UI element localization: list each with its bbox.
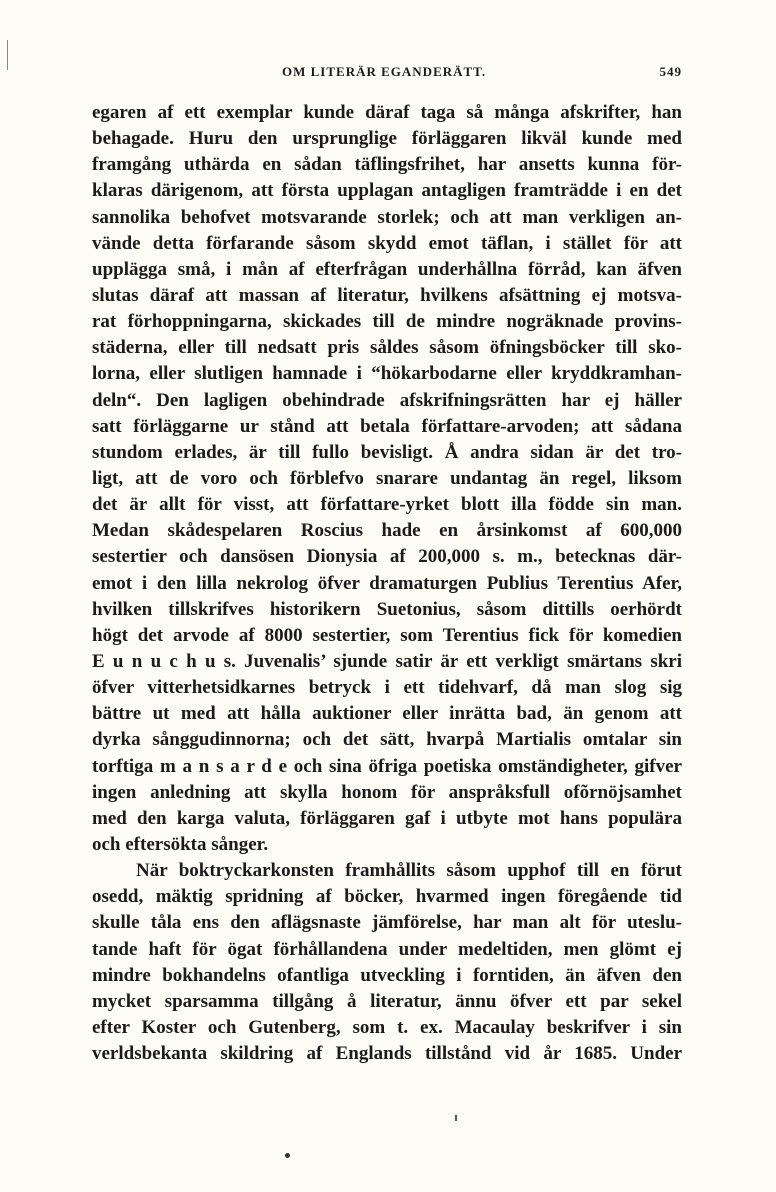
text-line: verldsbekanta skildring af Englands tillstånd vid år 1685. Under: [92, 1043, 682, 1065]
text-line: satt förläggarne ur stånd att betala författare-arvoden; att sådana: [92, 415, 682, 437]
ink-dot: [285, 1153, 290, 1158]
text-line: och eftersökta sånger.: [92, 833, 269, 855]
text-line: lorna, eller slutligen hamnade i “hökarbodarne eller kryddkramhan-: [92, 363, 682, 385]
text-line: klaras därigenom, att första upplagan antagligen framträdde i en det: [92, 180, 682, 202]
text-line: ligt, att de voro och förblefvo snarare undantag än regel, liksom: [92, 467, 682, 489]
text-line: sannolika behofvet motsvarande storlek; och att man verkligen an-: [92, 206, 682, 228]
text-line: När boktryckarkonsten framhållits såsom upphof till en förut: [136, 860, 682, 882]
text-line: högt det arvode af 8000 sestertier, som Terentius fick för komedien: [92, 624, 682, 646]
text-line: dyrka sånggudinnorna; och det sätt, hvarpå Martialis omtalar sin: [92, 729, 682, 751]
text-line: framgång uthärda en sådan täflingsfrihet, har ansetts kunna för-: [92, 154, 682, 176]
text-line: deln“. Den lagligen obehindrade afskrifningsrätten har ej häller: [92, 389, 682, 411]
text-line: tande haft för ögat förhållandena under medeltiden, men glömt ej: [92, 938, 682, 960]
text-line: skulle tåla ens den aflägsnaste jämförelse, har man alt för uteslu-: [92, 912, 682, 934]
text-line: emot i den lilla nekrolog öfver dramaturgen Publius Terentius Afer,: [92, 572, 682, 594]
text-line: slutas däraf att massan af literatur, hvilkens afsättning ej motsva-: [92, 284, 682, 306]
text-line: osedd, mäktig spridning af böcker, hvarmed ingen föregående tid: [92, 886, 682, 908]
running-title: OM LITERÄR EGANDERÄTT.: [282, 64, 487, 79]
running-header: [92, 64, 682, 86]
text-line: hvilken tillskrifves historikern Suetonius, såsom dittills oerhördt: [92, 598, 682, 620]
text-line: efter Koster och Gutenberg, som t. ex. Macaulay beskrifver i sin: [92, 1016, 682, 1038]
text-line: det är allt för visst, att författare-yrket blott illa födde sin man.: [92, 494, 682, 516]
text-line: bättre ut med att hålla auktioner eller inrätta bad, än genom att: [92, 703, 682, 725]
text-line: behagade. Huru den ursprunglige förläggaren likväl kunde med: [92, 128, 682, 150]
text-line: E u n u c h u s. Juvenalis’ sjunde satir är ett verkligt smärtans skri: [92, 650, 682, 672]
text-line: vände detta förfarande såsom skydd emot täflan, i stället för att: [92, 232, 682, 254]
text-line: egaren af ett exemplar kunde däraf taga så många afskrifter, han: [92, 102, 682, 123]
text-line: upplägga små, i mån af efterfrågan underhållna förråd, kan äfven: [92, 258, 682, 280]
text-line: med den karga valuta, förläggaren gaf i utbyte mot hans populära: [92, 807, 682, 829]
margin-mark: [7, 40, 8, 70]
page-number: 549: [659, 64, 682, 79]
text-line: rat förhoppningarna, skickades till de mindre nogräknade provins-: [92, 311, 682, 333]
text-line: mycket sparsamma tillgång å literatur, ännu öfver ett par sekel: [92, 990, 682, 1012]
text-line: stundom erlades, är till fullo bevisligt. Å andra sidan är det tro-: [92, 441, 682, 463]
text-line: sestertier och dansösen Dionysia af 200,000 s. m., betecknas där-: [92, 546, 682, 568]
ink-speck: [455, 1115, 457, 1121]
text-line: städerna, eller till nedsatt pris såldes såsom öfningsböcker till sko-: [92, 337, 682, 359]
text-line: öfver vitterhetsidkarnes betryck i ett tidehvarf, då man slog sig: [92, 677, 682, 699]
text-line: ingen anledning att skylla honom för anspråksfull ofõrnöjsamhet: [92, 781, 682, 803]
text-line: torftiga m a n s a r d e och sina öfriga poetiska omständigheter, gifver: [92, 755, 682, 777]
body-text: [92, 100, 682, 1067]
text-line: Medan skådespelaren Roscius hade en årsinkomst af 600,000: [92, 520, 682, 542]
text-line: mindre bokhandelns ofantliga utveckling i forntiden, än äfven den: [92, 964, 682, 986]
